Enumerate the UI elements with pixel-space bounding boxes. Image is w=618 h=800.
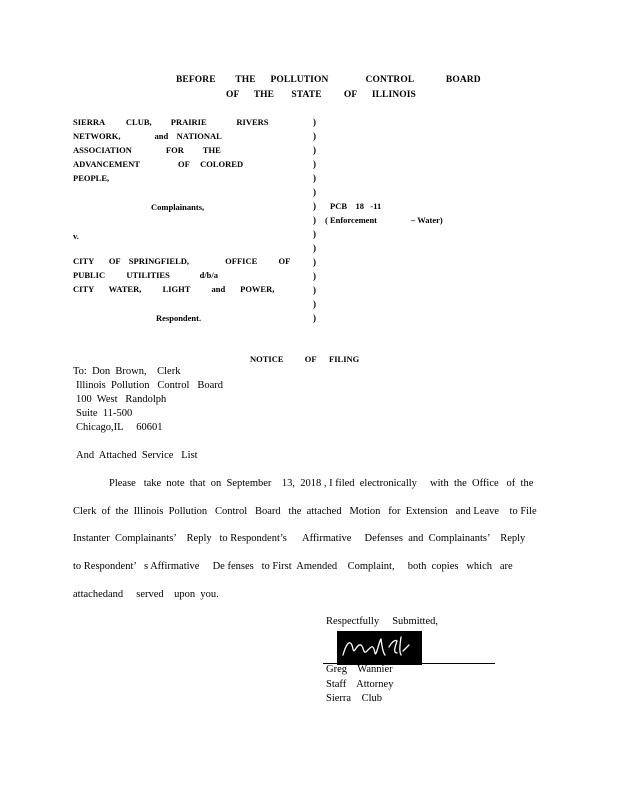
complainant-name-line: ADVANCEMENT OF COLORED xyxy=(73,159,244,169)
caption-paren: ) xyxy=(313,271,316,281)
address-line: Chicago,IL 60601 xyxy=(76,422,163,433)
respondent-name-line: CITY OF SPRINGFIELD, OFFICE OF xyxy=(73,256,291,266)
body-line: Please take note that on September 13, 2018 , I filed electronically with the Office of the xyxy=(109,478,534,489)
address-line: Illinois Pollution Control Board xyxy=(76,380,224,391)
caption-paren: ) xyxy=(313,117,316,127)
body-line: to Respondent’ s Affirmative De fenses to First Amended Complaint, both copies which are xyxy=(73,561,513,572)
complainant-name-line: SIERRA CLUB, PRAIRIE RIVERS xyxy=(73,117,269,127)
caption-paren: ) xyxy=(313,285,316,295)
caption-paren: ) xyxy=(313,313,316,323)
caption-paren: ) xyxy=(313,131,316,141)
caption-paren: ) xyxy=(313,229,316,239)
respondent-name-line: CITY WATER, LIGHT and POWER, xyxy=(73,284,275,294)
address-to: To: Don Brown, Clerk xyxy=(73,366,181,377)
caption-paren: ) xyxy=(313,159,316,169)
caption-paren: ) xyxy=(313,173,316,183)
respondent-label: Respondent. xyxy=(156,313,202,323)
address-line: 100 West Randolph xyxy=(76,394,167,405)
body-line: Instanter Complainants’ Reply to Respondent’s Affirmative Defenses and Complainants’ Reply xyxy=(73,533,526,544)
complainant-name-line: ASSOCIATION FOR THE xyxy=(73,145,221,155)
signer-organization: Sierra Club xyxy=(326,693,382,704)
handwritten-signature-icon xyxy=(337,631,422,665)
body-line: Clerk of the Illinois Pollution Control Board the attached Motion for Extension and Leave to File xyxy=(73,506,537,517)
signer-name: Greg Wannier xyxy=(326,664,393,675)
case-number: PCB 18 -11 xyxy=(330,201,382,211)
complainant-name-line: PEOPLE, xyxy=(73,173,110,183)
body-line: attachedand served upon you. xyxy=(73,589,219,600)
complainant-name-line: NETWORK, and NATIONAL xyxy=(73,131,222,141)
caption-paren: ) xyxy=(313,257,316,267)
court-heading-line1: BEFORE THE POLLUTION CONTROL BOARD xyxy=(176,75,481,85)
caption-paren: ) xyxy=(313,145,316,155)
caption-paren: ) xyxy=(313,215,316,225)
service-list-note: And Attached Service List xyxy=(76,450,198,461)
respondent-name-line: PUBLIC UTILITIES d/b/a xyxy=(73,270,219,280)
address-line: Suite 11-500 xyxy=(76,408,133,419)
signature-image xyxy=(337,631,422,665)
caption-paren: ) xyxy=(313,299,316,309)
closing: Respectfully Submitted, xyxy=(326,616,438,627)
court-heading-line2: OF THE STATE OF ILLINOIS xyxy=(226,90,416,100)
notice-title: NOTICE OF FILING xyxy=(250,354,360,364)
complainants-label: Complainants, xyxy=(151,202,205,212)
signer-title: Staff Attorney xyxy=(326,679,394,690)
caption-paren: ) xyxy=(313,201,316,211)
caption-paren: ) xyxy=(313,187,316,197)
caption-paren: ) xyxy=(313,243,316,253)
versus-label: v. xyxy=(73,231,79,241)
case-type: ( Enforcement – Water) xyxy=(325,215,443,225)
